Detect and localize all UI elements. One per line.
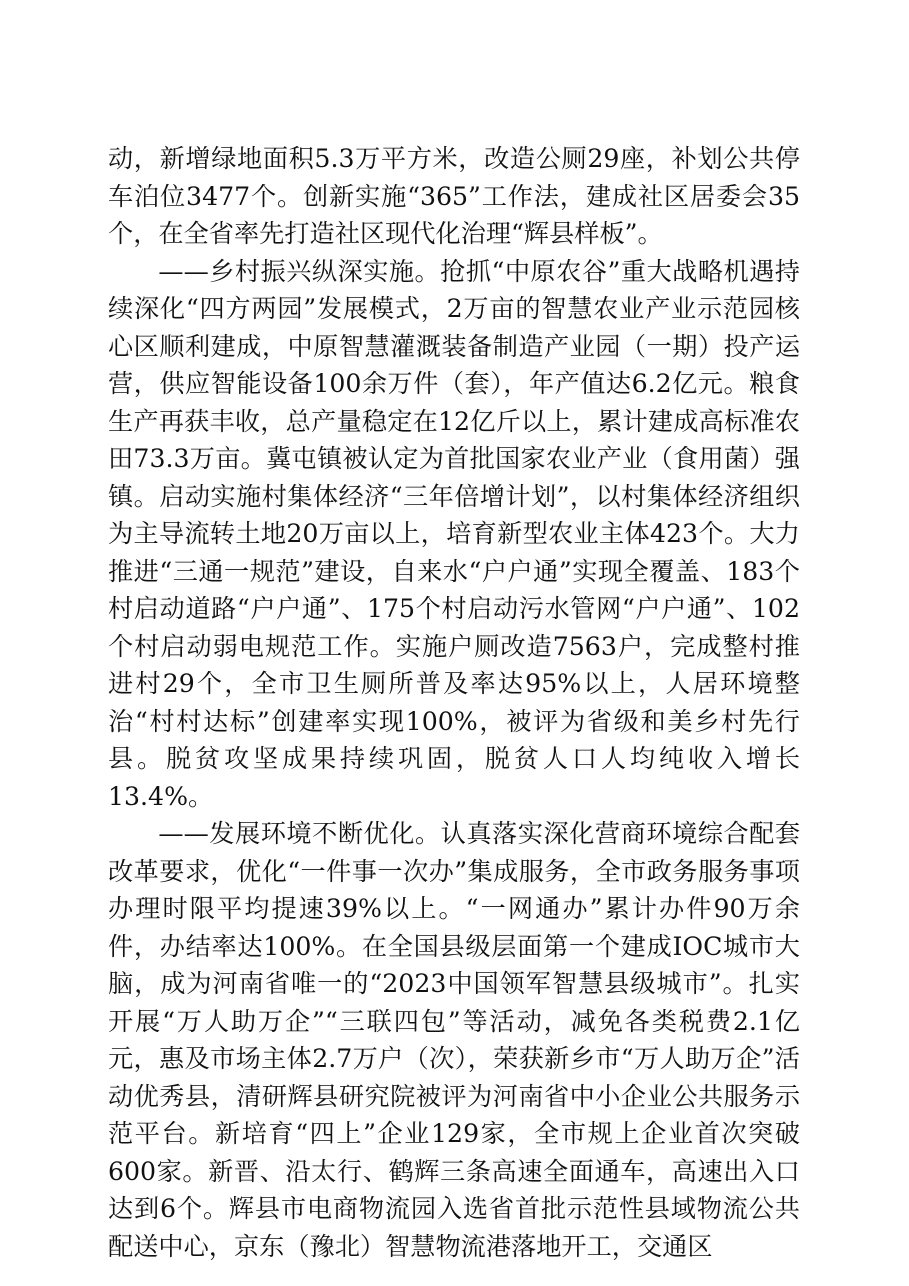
paragraph-rural-revitalization: ——乡村振兴纵深实施。抢抓“中原农谷”重大战略机遇持续深化“四方两园”发展模式，2万亩的智慧农业产业示范园核心区顺利建成，中原智慧灌溉装备制造产业园（一期）投产运营，供应智能设备100余万件（套），年产值达6.2亿元。粮食生产再获丰收，总产量稳定在12亿斤以上，累计建成高标准农田73.3万亩。冀屯镇被认定为首批国家农业产业（食用菌）强镇。启动实施村集体经济“三年倍增计划”，以村集体经济组织为主导流转土地20万亩以上，培育新型农业主体423个。大力推进“三通一规范”建设，自来水“户户通”实现全覆盖、183个村启动道路“户户通”、175个村启动污水管网“户户通”、102个村启动弱电规范工作。实施户厕改造7563户，完成整村推进村29个，全市卫生厕所普及率达95%以上，人居环境整治“村村达标”创建率实现100%，被评为省级和美乡村先行县。脱贫攻坚成果持续巩固，脱贫人口人均纯收入增长13.4%。 <box>108 256 800 811</box>
paragraph-development-environment: ——发展环境不断优化。认真落实深化营商环境综合配套改革要求，优化“一件事一次办”集成服务，全市政务服务事项办理时限平均提速39%以上。“一网通办”累计办件90万余件，办结率达100%。在全国县级层面第一个建成IOC城市大脑，成为河南省唯一的“2023中国领军智慧县级城市”。扎实开展“万人助万企”“三联四包”等活动，减免各类税费2.1亿元，惠及市场主体2.7万户（次），荣获新乡市“万人助万企”活动优秀县，清研辉县研究院被评为河南省中小企业公共服务示范平台。新培育“四上”企业129家，全市规上企业首次突破600家。新晋、沿太行、鹤辉三条高速全面通车，高速出入口达到6个。辉县市电商物流园入选省首批示范性县域物流公共配送中心，京东（豫北）智慧物流港落地开工，交通区 <box>108 819 800 1261</box>
paragraph-urban-governance: 动，新增绿地面积5.3万平方米，改造公厕29座，补划公共停车泊位3477个。创新实施“365”工作法，建成社区居委会35个，在全省率先打造社区现代化治理“辉县样板”。 <box>108 144 800 248</box>
document-page <box>108 140 800 1265</box>
